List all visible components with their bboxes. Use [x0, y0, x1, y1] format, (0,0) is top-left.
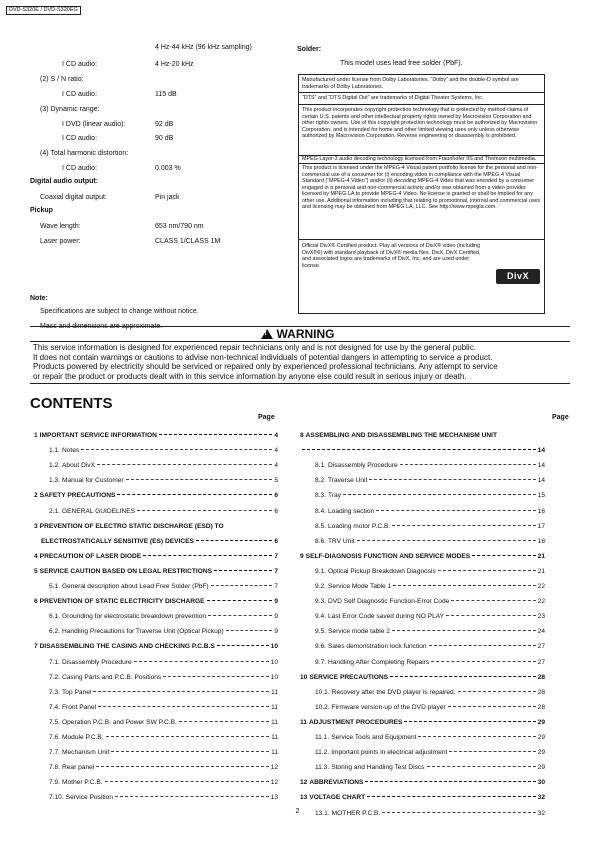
toc-leader [126, 479, 273, 480]
spec-label: Digital audio output: [30, 178, 99, 185]
toc-leader [96, 766, 268, 767]
toc-entry[interactable] [49, 734, 278, 743]
toc-entry-page: 18 [537, 537, 545, 545]
spec-label: I CD audio: [62, 165, 98, 172]
toc-entry[interactable] [300, 794, 545, 803]
toc-entry-title: Important points in electrical adjustment [331, 749, 448, 757]
toc-entry-number: 11 [300, 718, 307, 726]
toc-entry-number: 11.3. [315, 764, 330, 772]
dts-notice: “DTS” and “DTS Digital Out” are trademarks of Digital Theater Systems, Inc. [302, 95, 484, 101]
toc-entry[interactable] [315, 689, 545, 698]
toc-entry[interactable] [49, 462, 278, 471]
toc-entry[interactable] [49, 764, 278, 773]
toc-entry-number: 7.9. [49, 779, 60, 787]
toc-entry-page: 12 [270, 779, 278, 787]
toc-leader [357, 540, 536, 541]
toc-entry-title: Service mode table 2 [328, 628, 390, 636]
toc-entry[interactable] [300, 432, 545, 441]
toc-leader [207, 600, 273, 601]
toc-entry[interactable] [315, 734, 545, 743]
toc-entry-page: 10 [270, 658, 278, 666]
toc-entry-page: 28 [537, 688, 545, 696]
toc-entry-page: 30 [537, 779, 545, 787]
toc-entry-number: 10 [300, 673, 308, 681]
toc-entry-page: 7 [274, 552, 278, 560]
toc-entry[interactable] [315, 643, 545, 652]
spec-label: (3) Dynamic range: [40, 106, 100, 113]
toc-leader [438, 570, 536, 571]
toc-entry-number: 8 [300, 432, 304, 439]
toc-entry-page: 32 [537, 809, 545, 817]
toc-entry-title: Recovery after the DVD player is repaired. [331, 688, 456, 696]
toc-entry-number: 6.2. [49, 628, 60, 636]
toc-entry[interactable] [49, 613, 278, 622]
toc-entry-title: Sales demonstration lock function [328, 643, 427, 651]
toc-entry-title: Disassembly Procedure [328, 462, 398, 470]
note-line-2: Mass and dimensions are approximate. [40, 323, 163, 330]
toc-entry-page: 9 [274, 598, 278, 606]
warning-line-2: It does not contain warnings or cautions to advise non-technical individuals of potential dangers in attempting to service a product. [33, 352, 493, 362]
toc-entry[interactable] [300, 779, 545, 788]
warning-line-1: This service information is designed for experienced repair technicians only and is not designed for use by the general public. [33, 343, 476, 352]
toc-entry-title: Service Tools and Equipment [331, 734, 417, 741]
toc-entry-number: 5.1. [49, 583, 60, 590]
toc-leader [369, 479, 535, 480]
toc-leader [404, 721, 535, 722]
note-line-1: Specifications are subject to change without notice. [40, 308, 199, 315]
toc-entry-number: 13.1. [315, 809, 330, 817]
toc-entry-title: Grounding for electrostatic breakdown prevention [62, 613, 207, 621]
toc-entry-page: 24 [537, 628, 545, 636]
toc-entry-number: 9.4. [315, 613, 326, 621]
divx-notice: Official DivX® Certified product. Play all versions of DivX® video (including DivX®6) with standard playback of DivX® media files. DivX, DivX Certified, and associated logos are trademarks of DivX, Inc. and are used under license. [302, 243, 481, 269]
toc-entry-title: Handling After Completing Repairs [328, 658, 430, 666]
toc-entry-number: 7.10. [49, 794, 64, 802]
toc-entry-page: 22 [537, 598, 545, 606]
toc-entry-number: 7.2. [49, 673, 60, 681]
toc-entry-page: 23 [537, 613, 545, 621]
toc-entry-title: DVD Self Diagnostic Function-Error Code [328, 598, 450, 606]
toc-entry-number: 1.2. [49, 462, 60, 470]
toc-entry[interactable] [34, 643, 278, 652]
toc-leader [302, 449, 536, 450]
toc-entry-page: 27 [537, 658, 545, 666]
note-heading: Note: [30, 295, 48, 302]
toc-leader [446, 615, 536, 616]
toc-entry-number: 7.1. [49, 658, 60, 666]
toc-entry-title: Traverse Unit [328, 477, 368, 485]
toc-entry-title: Optical Pickup Breakdown Diagnosis [328, 567, 436, 575]
toc-leader [427, 766, 536, 767]
toc-entry-page: 11 [271, 688, 278, 696]
spec-value: 92 dB [155, 121, 174, 128]
spec-value: 653 nm/790 nm [155, 223, 204, 230]
toc-leader [93, 691, 269, 692]
toc-entry-title: Casing Parts and P.C.B. Positions [62, 673, 162, 681]
toc-entry-title: Notes [62, 447, 80, 455]
toc-leader [429, 645, 536, 646]
spec-label: Laser power: [40, 238, 81, 245]
spec-value: Pin jack [155, 194, 180, 201]
toc-entry-number: 8.2. [315, 477, 326, 485]
toc-entry-title: SERVICE PRECAUTIONS [309, 673, 388, 681]
toc-entry-number: 1.3. [49, 477, 60, 485]
warning-body [33, 343, 573, 381]
toc-leader [226, 630, 273, 631]
toc-entry[interactable] [49, 674, 278, 683]
toc-leader [214, 570, 272, 571]
toc-leader [117, 494, 272, 495]
toc-entry-number: 7.7. [49, 749, 60, 757]
toc-entry[interactable] [315, 628, 545, 637]
toc-entry-page: 5 [274, 477, 278, 485]
toc-entry-page: 14 [537, 462, 545, 470]
toc-leader [217, 645, 269, 646]
spec-label: Wave length: [40, 223, 81, 230]
spec-value: 115 dB [155, 91, 177, 98]
toc-entry[interactable] [315, 477, 545, 486]
toc-entry-title: Front Panel [62, 703, 97, 711]
toc-entry-page: 29 [537, 764, 545, 772]
toc-entry[interactable] [300, 719, 545, 728]
toc-entry[interactable] [49, 779, 278, 788]
dolby-notice: Manufactured under license from Dolby Laboratories. “Dolby” and the double-D symbol are trademarks of Dolby Laboratories. [302, 77, 519, 90]
toc-entry-title: Handling Precautions for Traverse Unit (Optical Pickup) [62, 628, 224, 636]
toc-entry[interactable] [34, 538, 278, 547]
toc-entry-title: MOTHER P.C.B. [331, 809, 381, 817]
toc-leader [392, 630, 536, 631]
toc-entry-page: 11 [271, 734, 278, 741]
toc-entry-page: 6 [274, 492, 278, 500]
toc-entry-page: 21 [537, 552, 545, 560]
toc-entry[interactable] [34, 598, 278, 607]
toc-entry-title: SERVICE CAUTION BASED ON LEGAL RESTRICTIONS [39, 567, 212, 575]
toc-entry-number: 11.2. [315, 749, 330, 757]
toc-entry-title: IMPORTANT SERVICE INFORMATION [39, 432, 157, 439]
toc-entry-title: Operation P.C.B. and Power SW P.C.B. [62, 718, 177, 726]
toc-leader [179, 721, 269, 722]
toc-entry[interactable] [34, 523, 278, 532]
warning-line-4: or repair the product or products dealt with in this service information by anyone else could result in serious injury or death. [33, 371, 467, 381]
toc-entry-page: 6 [274, 537, 278, 545]
toc-entry[interactable] [315, 568, 545, 577]
divx-logo: DivX [496, 269, 540, 284]
warning-bottom-rule [30, 383, 570, 384]
toc-leader [376, 510, 535, 511]
toc-entry-title: About DivX [62, 462, 95, 470]
toc-entry-title: Service Position [65, 794, 113, 802]
toc-entry-number: 13 [300, 794, 308, 802]
page-number: 2 [295, 808, 300, 815]
spec-label: Coaxial digital output: [40, 194, 107, 201]
toc-entry[interactable] [49, 477, 278, 486]
toc-leader [418, 736, 535, 737]
toc-entry[interactable] [49, 719, 278, 728]
toc-entry-number: 7.3. [49, 688, 60, 696]
toc-entry[interactable] [315, 583, 545, 592]
toc-entry[interactable] [315, 659, 545, 668]
toc-entry-title: VOLTAGE CHART [309, 794, 366, 802]
toc-entry[interactable] [49, 689, 278, 698]
toc-entry-number: 7 [34, 643, 38, 651]
macrovision-notice: This product incorporates copyright protection technology that is protected by method claims of certain U.S. patents and other intellectual property rights owned by Macrovision Corporation and other rights owners. Use of this copyright protection technology must be authorized by Macrovision Corporation, and is intended for home and other limited viewing uses only unless otherwise authorized by Macrovision Corporation. Reverse engineering or disassembly is prohibited. [302, 107, 538, 139]
toc-entry-title: Disassembly Procedure [62, 658, 132, 666]
licence-box [298, 74, 545, 314]
toc-entry-number: 1.1. [49, 447, 60, 455]
toc-entry-page: 17 [537, 522, 545, 530]
toc-leader [448, 706, 536, 707]
toc-leader [106, 736, 269, 737]
toc-leader [111, 751, 269, 752]
toc-entry-page: 6 [274, 507, 278, 515]
toc-entry-number: 7.5. [49, 718, 60, 726]
toc-entry-title: PRECAUTION OF LASER DIODE [39, 552, 142, 560]
toc-entry[interactable] [49, 628, 278, 637]
toc-entry-title: PREVENTION OF ELECTRO STATIC DISCHARGE (ESD) TO [39, 522, 224, 530]
toc-leader [458, 691, 536, 692]
toc-entry[interactable] [300, 674, 545, 683]
toc-entry-title: Last Error Code saved during NO PLAY [328, 613, 445, 621]
toc-entry-page: 14 [537, 477, 545, 485]
spec-value: 4 Hz-44 kHz (96 kHz sampling) [155, 44, 252, 51]
toc-leader [196, 540, 272, 541]
toc-entry-page: 28 [537, 703, 545, 711]
toc-entry-page: 9 [274, 628, 278, 636]
toc-entry-page: 15 [537, 492, 545, 500]
toc-entry-page: 11 [271, 749, 278, 757]
toc-entry-page: 27 [537, 643, 545, 651]
toc-entry-number: 8.3. [315, 492, 326, 500]
warning-title [0, 327, 595, 341]
spec-label: I CD audio: [62, 91, 98, 98]
toc-entry-page: 12 [270, 764, 278, 772]
spec-value: 0.003 % [155, 165, 181, 172]
toc-entry-title: Loading section [328, 507, 375, 515]
toc-entry[interactable] [315, 523, 545, 532]
toc-entry-number: 9 [300, 552, 304, 560]
toc-leader [365, 781, 535, 782]
toc-entry[interactable] [315, 508, 545, 517]
toc-entry[interactable] [49, 794, 278, 803]
solder-heading: Solder: [297, 46, 322, 53]
toc-leader [451, 600, 535, 601]
toc-entry-number: 9.6. [315, 643, 326, 651]
toc-leader [211, 585, 273, 586]
toc-entry[interactable] [49, 583, 278, 592]
toc-entry-page: 11 [271, 703, 278, 711]
warning-line-3: Products powered by electricity should be serviced or repaired only by experienced professional technicians. Any attempt to service [33, 362, 498, 372]
spec-value: 90 dB [155, 135, 174, 142]
toc-entry[interactable] [34, 432, 278, 441]
toc-leader [449, 751, 535, 752]
spec-label: I CD audio: [62, 61, 98, 68]
toc-entry-number: 7.6. [49, 734, 60, 741]
toc-leader [97, 464, 272, 465]
toc-entry-number: 8.6. [315, 537, 326, 545]
toc-entry-number: 2.1. [49, 507, 60, 515]
mp3-notice: MPEG Layer-3 audio decoding technology licensed from Fraunhofer IIS and Thomson multimedia. [302, 156, 537, 162]
toc-leader [431, 661, 535, 662]
toc-leader [400, 464, 536, 465]
toc-entry-title: SELF-DIAGNOSIS FUNCTION AND SERVICE MODES [305, 552, 471, 560]
toc-entry-title: General description about Lead Free Solder (PbF) [62, 583, 209, 590]
toc-leader [163, 676, 268, 677]
spec-label: I DVD (linear audio): [62, 121, 126, 128]
toc-entry-page: 10 [270, 643, 278, 651]
toc-entry[interactable] [49, 704, 278, 713]
toc-entry-number: 4 [34, 552, 38, 560]
toc-entry-page: 4 [274, 447, 278, 455]
toc-entry[interactable] [315, 462, 545, 471]
warning-triangle-icon [261, 329, 273, 339]
toc-leader [137, 510, 272, 511]
toc-entry-title: Rear panel [62, 764, 95, 772]
toc-entry-number: 6 [34, 598, 38, 606]
toc-entry-title: ASSEMBLING AND DISASSEMBLING THE MECHANISM UNIT [305, 432, 498, 439]
toc-entry-title: ADJUSTMENT PROCEDURES [308, 718, 403, 726]
toc-leader [393, 585, 535, 586]
toc-entry-page: 21 [537, 567, 545, 575]
toc-entry-number: 9.5. [315, 628, 326, 636]
spec-label: (2) S / N ratio: [40, 76, 84, 83]
toc-entry-title: SAFETY PRECAUTIONS [39, 492, 116, 500]
toc-entry-number: 3 [34, 522, 38, 530]
toc-entry-page: 7 [274, 567, 278, 575]
toc-entry-number: 12 [300, 779, 308, 787]
spec-label: I CD audio: [62, 135, 98, 142]
toc-entry-page: 10 [270, 673, 278, 681]
toc-leader [392, 525, 535, 526]
toc-leader [472, 555, 535, 556]
toc-entry-title: Top Panel [62, 688, 92, 696]
toc-entry-title: Manual for Customer [62, 477, 124, 485]
spec-label: Pickup [30, 207, 53, 214]
toc-entry[interactable] [49, 447, 278, 456]
toc-leader [115, 796, 269, 797]
toc-entry[interactable] [300, 553, 545, 562]
toc-entry[interactable] [49, 749, 278, 758]
toc-entry-number: 7.8. [49, 764, 60, 772]
toc-entry-number: 9.3. [315, 598, 326, 606]
mpeg4-notice: This product is licensed under the MPEG-4 Visual patent portfolio license for the personal and non-commercial use of a consumer for (i) encoding video in compliance with the MPEG-4 Visual Standard (“MPEG-4 Video”) and/or (ii) decoding MPEG-4 Video that was encoded by a consumer engaged in a personal and non-commercial activity and/or was obtained from a video provider licensed by MPEG LA to provide MPEG-4 Video. No license is granted or shall be implied for any other use. Additional information including that relating to promotional, internal and commercial uses and licensing may be obtained from MPEG LA, LLC. See http://www.mpegla.com. [302, 165, 541, 210]
warning-mid-rule [30, 341, 570, 342]
toc-leader [343, 494, 536, 495]
toc-entry[interactable] [315, 613, 545, 622]
toc-entry-page: 28 [537, 673, 545, 681]
toc-entry-page: 22 [537, 583, 545, 590]
toc-entry-page: 9 [274, 613, 278, 621]
toc-leader [134, 661, 269, 662]
toc-entry-page: 29 [537, 734, 545, 741]
toc-entry-title: Service Mode Table 1 [328, 583, 392, 590]
toc-entry[interactable] [300, 447, 545, 456]
toc-entry-title: GENERAL GUIDELINES [62, 507, 136, 515]
toc-entry[interactable] [315, 704, 545, 713]
toc-entry-title: Firmware version-up of the DVD player [331, 703, 446, 711]
toc-entry-page: 32 [537, 794, 545, 802]
toc-entry-number: 6.1. [49, 613, 60, 621]
toc-leader [390, 676, 536, 677]
solder-text: This model uses lead free solder (PbF). [340, 60, 463, 67]
toc-entry-number: 8.1. [315, 462, 326, 470]
toc-entry-title: ABBREVIATIONS [309, 779, 364, 787]
toc-entry-page: 7 [274, 583, 278, 590]
toc-entry-number: 9.7. [315, 658, 326, 666]
contents-title: CONTENTS [30, 395, 113, 412]
toc-entry[interactable] [34, 568, 278, 577]
spec-value: 4 Hz-20 kHz [155, 61, 194, 68]
warning-title-text: WARNING [276, 327, 335, 341]
toc-leader [81, 449, 272, 450]
toc-entry-title: TRV Unit [328, 537, 355, 545]
toc-entry-title: PREVENTION OF STATIC ELECTRICITY DISCHARGE [39, 598, 205, 606]
toc-entry-number: 8.5. [315, 522, 326, 530]
toc-entry-number: 7.4. [49, 703, 60, 711]
toc-entry-title: Storing and Handling Test Discs [331, 764, 425, 772]
toc-leader [159, 434, 272, 435]
toc-leader [105, 781, 269, 782]
toc-entry[interactable] [315, 538, 545, 547]
model-tag: DVD-S320E / DVD-S320EG [6, 6, 81, 15]
toc-entry[interactable] [315, 749, 545, 758]
toc-entry-number: 9.1. [315, 567, 326, 575]
toc-leader [208, 615, 272, 616]
toc-entry-number: 5 [34, 567, 38, 575]
toc-entry[interactable] [49, 508, 278, 517]
toc-entry-title: Tray [328, 492, 341, 500]
page-label-right: Page [552, 414, 569, 421]
toc-entry-page: 16 [537, 507, 545, 515]
toc-entry-number: 10.2. [315, 703, 330, 711]
toc-entry-number: 1 [34, 432, 38, 439]
toc-entry[interactable] [315, 764, 545, 773]
toc-entry-title: Module P.C.B. [62, 734, 104, 741]
toc-entry-page: 14 [537, 447, 545, 455]
toc-entry-number: 11.1. [315, 734, 330, 741]
toc-entry-title: Mother P.C.B. [62, 779, 103, 787]
toc-entry[interactable] [34, 492, 278, 501]
toc-entry-number: 2 [34, 492, 38, 500]
toc-entry[interactable] [49, 659, 278, 668]
toc-entry-page: 29 [537, 718, 545, 726]
toc-entry-title: Mechanism Unit [62, 749, 110, 757]
toc-entry[interactable] [315, 492, 545, 501]
toc-entry-title: Loading motor P.C.B. [328, 522, 391, 530]
toc-entry-page: 13 [270, 794, 278, 802]
toc-leader [367, 796, 536, 797]
toc-leader [143, 555, 272, 556]
toc-entry-page: 11 [271, 718, 278, 726]
toc-entry[interactable] [34, 553, 278, 562]
toc-entry-title: ELECTROSTATICALLY SENSITIVE (ES) DEVICES [41, 537, 194, 545]
toc-entry-number: 10.1. [315, 688, 330, 696]
toc-entry-number: 8.4. [315, 507, 326, 515]
toc-leader [98, 706, 269, 707]
spec-label: (4) Total harmonic distortion: [40, 150, 129, 157]
page-label-left: Page [258, 414, 275, 421]
toc-entry[interactable] [315, 598, 545, 607]
toc-entry-page: 4 [274, 462, 278, 470]
toc-entry-title: DISASSEMBLING THE CASING AND CHECKING P.C.B.S [39, 643, 215, 651]
toc-entry-number: 9.2. [315, 583, 326, 590]
toc-entry-page: 29 [537, 749, 545, 757]
toc-entry-page: 4 [274, 432, 278, 439]
spec-value: CLASS 1/CLASS 1M [155, 238, 221, 245]
